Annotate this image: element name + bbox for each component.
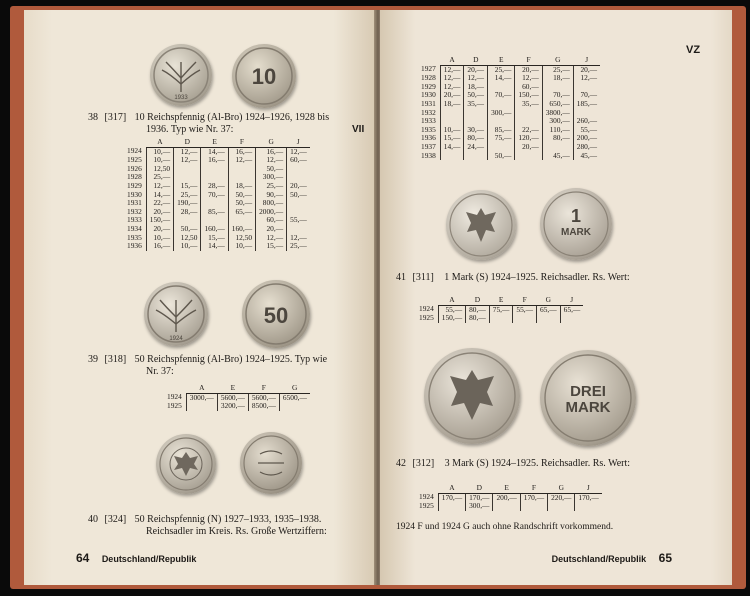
mint-mark-header: J: [560, 296, 583, 305]
coin-1mark-reverse: [540, 188, 612, 260]
value-cell: 14,—: [440, 143, 464, 152]
value-cell: [513, 314, 537, 323]
mint-mark-header: F: [520, 484, 547, 493]
value-cell: [174, 165, 201, 174]
value-cell: 20,—: [515, 143, 542, 152]
value-cell: 3200,—: [217, 402, 248, 411]
value-cell: 12,—: [515, 74, 542, 83]
value-cell: 20,—: [440, 91, 464, 100]
value-cell: 300,—: [488, 109, 515, 118]
value-cell: 60,—: [515, 83, 542, 92]
entry-number: 39: [88, 354, 98, 365]
value-cell: 80,—: [466, 314, 490, 323]
margin-mark: VII: [352, 124, 365, 135]
value-cell: [228, 165, 255, 174]
year-cell: 1925: [167, 401, 182, 411]
value-cell: 50,—: [464, 91, 488, 100]
year-cell: 1935: [127, 232, 142, 242]
mint-mark-header: F: [515, 56, 542, 65]
value-cell: 120,—: [515, 134, 542, 143]
value-cell: 20,—: [464, 65, 488, 74]
svg-text:1933: 1933: [174, 95, 188, 101]
entry-number: 40: [88, 514, 98, 525]
entry-text: 50 Reichspfennig (Al-Bro) 1924–1925. Typ wie: [134, 354, 328, 365]
value-cell: 55,—: [438, 305, 465, 314]
value-cell: 35,—: [464, 100, 488, 109]
value-cell: 14,—: [201, 147, 228, 156]
coin-10rpf-reverse: [232, 44, 296, 108]
entry-text: 1 Mark (S) 1924–1925. Reichsadler. Rs. Wert:: [444, 272, 630, 283]
value-cell: 50,—: [174, 225, 201, 234]
value-cell: 50,—: [488, 152, 515, 161]
value-drei-mark-icon: [540, 350, 636, 446]
value-cell: 12,—: [174, 147, 201, 156]
mint-mark-header: F: [228, 138, 255, 147]
value-cell: 35,—: [515, 100, 542, 109]
section-title: Deutschland/Republik: [551, 554, 647, 564]
value-cell: 12,—: [146, 182, 173, 191]
year-cell: 1937: [421, 141, 436, 151]
entry-number: 41: [396, 272, 406, 283]
mint-mark-header: J: [575, 484, 602, 493]
value-cell: 18,—: [542, 74, 573, 83]
value-cell: 20,—: [515, 65, 542, 74]
mint-mark-header: G: [537, 296, 561, 305]
value-cell: 55,—: [513, 305, 537, 314]
entry-41: [396, 272, 726, 284]
value-cell: 160,—: [201, 225, 228, 234]
value-cell: 5600,—: [217, 393, 248, 402]
left-page: [24, 10, 376, 585]
value-cell: [560, 314, 583, 323]
value-cell: 45,—: [573, 152, 600, 161]
value-cell: 85,—: [201, 208, 228, 217]
table-row: [124, 242, 310, 251]
eagle-icon: [424, 348, 520, 444]
corner-mark: VZ: [686, 44, 701, 56]
value-cell: 170,—: [438, 493, 465, 502]
mint-mark-header: E: [489, 296, 513, 305]
footnote: 1924 F und 1924 G auch ohne Randschrift vorkommend.: [396, 522, 614, 532]
value-cell: 15,—: [256, 242, 287, 251]
value-cell: [548, 502, 575, 511]
value-cell: 650,—: [542, 100, 573, 109]
mint-mark-header: D: [464, 56, 488, 65]
mint-mark-header: G: [548, 484, 575, 493]
svg-text:1: 1: [570, 206, 582, 226]
value-cell: 185,—: [573, 100, 600, 109]
coin-3mark-reverse: [540, 350, 636, 446]
value-cell: [515, 109, 542, 118]
year-cell: 1924: [419, 492, 434, 502]
table-row: [418, 109, 600, 118]
year-cell: 1930: [127, 189, 142, 199]
value-50-icon: [242, 280, 310, 348]
table-header-row: [164, 384, 310, 393]
year-cell: 1933: [127, 215, 142, 225]
value-cell: 45,—: [542, 152, 573, 161]
value-cell: 190,—: [174, 199, 201, 208]
entry-ref: [312]: [412, 458, 435, 469]
mint-mark-header: E: [201, 138, 228, 147]
value-cell: 24,—: [464, 143, 488, 152]
entry-38: [88, 112, 368, 136]
value-cell: 65,—: [537, 305, 561, 314]
value-cell: [287, 199, 310, 208]
value-cell: 280,—: [573, 143, 600, 152]
value-1-mark-icon: [540, 188, 612, 260]
value-cell: 12,50: [228, 234, 255, 243]
entry-ref: [324]: [104, 514, 127, 525]
value-cell: 28,—: [201, 182, 228, 191]
mint-mark-header: G: [279, 384, 310, 393]
value-cell: 12,—: [573, 74, 600, 83]
year-cell: 1935: [421, 124, 436, 134]
entry-text-cont: Nr. 37:: [146, 366, 174, 377]
value-cell: [438, 502, 465, 511]
table-row: [164, 402, 310, 411]
value-cell: [537, 314, 561, 323]
coin-50rpf-reverse: [242, 280, 310, 348]
right-page: [380, 10, 732, 585]
value-cell: 55,—: [573, 126, 600, 135]
mint-mark-header: D: [174, 138, 201, 147]
mint-mark-header: F: [513, 296, 537, 305]
value-cell: 15,—: [201, 234, 228, 243]
entry-number: 38: [88, 112, 98, 123]
mint-mark-header: E: [488, 56, 515, 65]
value-cell: [186, 402, 217, 411]
left-footer: [76, 549, 196, 567]
right-footer: [552, 549, 672, 567]
page-number: 65: [658, 551, 672, 565]
value-cell: 170,—: [466, 493, 493, 502]
value-cell: 16,—: [146, 242, 173, 251]
value-cell: 12,—: [440, 65, 464, 74]
year-cell: 1936: [127, 241, 142, 251]
svg-text:MARK: MARK: [565, 399, 611, 416]
eagle-icon: [156, 434, 216, 494]
value-table-38: [124, 138, 310, 251]
value-cell: 150,—: [515, 91, 542, 100]
value-cell: 18,—: [228, 182, 255, 191]
value-cell: 85,—: [488, 126, 515, 135]
year-cell: 1928: [127, 172, 142, 182]
value-cell: 220,—: [548, 493, 575, 502]
value-cell: [493, 502, 520, 511]
value-cell: 150,—: [438, 314, 465, 323]
value-cell: 12,—: [256, 234, 287, 243]
entry-text-cont: 1936. Typ wie Nr. 37:: [146, 124, 234, 135]
table-header-row: [418, 56, 600, 65]
value-cell: 20,—: [573, 65, 600, 74]
value-cell: 25,—: [488, 65, 515, 74]
mint-mark-header: G: [256, 138, 287, 147]
value-cell: 14,—: [488, 74, 515, 83]
mint-mark-header: F: [248, 384, 279, 393]
open-book: [10, 6, 746, 589]
value-cell: [287, 165, 310, 174]
coin-50rpf-obverse: [144, 282, 208, 346]
entry-40: [88, 514, 368, 538]
value-50-icon: [240, 432, 302, 494]
value-cell: 10,—: [146, 234, 173, 243]
value-cell: 12,—: [256, 156, 287, 165]
value-table-42: [416, 484, 602, 511]
value-cell: 10,—: [174, 242, 201, 251]
value-cell: 300,—: [256, 173, 287, 182]
year-cell: 1932: [127, 206, 142, 216]
table-header-row: [416, 484, 602, 493]
entry-text: 10 Reichspfennig (Al-Bro) 1924–1926, 1928 bis: [134, 112, 330, 123]
section-title: Deutschland/Republik: [101, 554, 197, 564]
value-cell: 20,—: [146, 225, 173, 234]
value-cell: 65,—: [228, 208, 255, 217]
mint-mark-header: A: [440, 56, 464, 65]
table-row: [418, 152, 600, 161]
entry-39: [88, 354, 368, 378]
year-cell: 1930: [421, 90, 436, 100]
table-header-row: [416, 296, 583, 305]
value-cell: 16,—: [228, 147, 255, 156]
value-10-icon: [232, 44, 296, 108]
value-cell: 20,—: [256, 225, 287, 234]
year-cell: 1929: [127, 180, 142, 190]
wheat-sheaf-icon: [144, 282, 208, 346]
value-cell: 80,—: [542, 134, 573, 143]
value-cell: 170,—: [520, 493, 547, 502]
mint-mark-header: A: [438, 296, 465, 305]
entry-text-cont: Reichsadler im Kreis. Rs. Große Wertziffern:: [146, 526, 327, 537]
value-cell: 16,—: [201, 156, 228, 165]
value-cell: 5600,—: [248, 393, 279, 402]
value-cell: 25,—: [542, 65, 573, 74]
value-cell: 6500,—: [279, 393, 310, 402]
value-cell: 12,—: [287, 234, 310, 243]
entry-ref: [317]: [104, 112, 127, 123]
year-cell: 1933: [421, 116, 436, 126]
value-table-41: [416, 296, 583, 323]
table-header-row: [124, 138, 310, 147]
value-table-39: [164, 384, 310, 411]
year-cell: 1931: [421, 98, 436, 108]
mint-mark-header: A: [146, 138, 173, 147]
value-cell: 12,—: [228, 156, 255, 165]
table-row: [416, 502, 602, 511]
year-cell: 1936: [421, 133, 436, 143]
entry-number: 42: [396, 458, 406, 469]
value-cell: [440, 109, 464, 118]
value-cell: 2000,—: [256, 208, 287, 217]
value-cell: 90,—: [256, 191, 287, 200]
value-cell: 18,—: [440, 100, 464, 109]
year-cell: 1924: [127, 146, 142, 156]
value-cell: 12,—: [174, 156, 201, 165]
value-cell: 50,—: [228, 199, 255, 208]
value-cell: 28,—: [174, 208, 201, 217]
wheat-sheaf-icon: [150, 44, 212, 106]
entry-42: [396, 458, 726, 470]
value-cell: 50,—: [228, 191, 255, 200]
mint-mark-header: E: [493, 484, 520, 493]
value-cell: 12,50: [146, 165, 173, 174]
value-cell: 70,—: [201, 191, 228, 200]
value-cell: 70,—: [573, 91, 600, 100]
value-cell: 15,—: [440, 134, 464, 143]
year-cell: 1924: [167, 392, 182, 402]
coin-50rpf-n-reverse: [240, 432, 302, 494]
year-cell: 1927: [421, 64, 436, 74]
value-cell: 170,—: [575, 493, 602, 502]
year-cell: 1931: [127, 198, 142, 208]
value-cell: [489, 314, 513, 323]
coin-50rpf-n-obverse: [156, 434, 216, 494]
value-cell: [575, 502, 602, 511]
value-cell: 65,—: [560, 305, 583, 314]
value-cell: 22,—: [146, 199, 173, 208]
year-cell: 1929: [421, 81, 436, 91]
value-cell: 14,—: [201, 242, 228, 251]
mint-mark-header: D: [466, 296, 490, 305]
value-cell: 160,—: [228, 225, 255, 234]
mint-mark-header: J: [287, 138, 310, 147]
mint-mark-header: A: [186, 384, 217, 393]
value-cell: 25,—: [146, 173, 173, 182]
value-cell: 70,—: [542, 91, 573, 100]
value-cell: 800,—: [256, 199, 287, 208]
value-cell: 60,—: [287, 156, 310, 165]
value-cell: 60,—: [256, 216, 287, 225]
value-cell: 12,50: [174, 234, 201, 243]
entry-ref: [318]: [104, 354, 127, 365]
entry-ref: [311]: [412, 272, 434, 283]
value-cell: 20,—: [146, 208, 173, 217]
value-cell: 10,—: [146, 147, 173, 156]
svg-text:1924: 1924: [169, 336, 183, 342]
value-cell: 300,—: [542, 117, 573, 126]
value-cell: [464, 109, 488, 118]
value-cell: 12,—: [287, 147, 310, 156]
value-cell: 110,—: [542, 126, 573, 135]
value-cell: 22,—: [515, 126, 542, 135]
mint-mark-header: G: [542, 56, 573, 65]
value-table-40: [418, 56, 600, 160]
value-cell: 300,—: [466, 502, 493, 511]
value-cell: 30,—: [464, 126, 488, 135]
value-cell: 80,—: [466, 305, 490, 314]
year-cell: 1928: [421, 73, 436, 83]
value-cell: 80,—: [464, 134, 488, 143]
coin-1mark-obverse: [446, 190, 516, 260]
value-cell: 75,—: [488, 134, 515, 143]
value-cell: [201, 165, 228, 174]
value-cell: [515, 152, 542, 161]
value-cell: 260,—: [573, 117, 600, 126]
value-cell: [279, 402, 310, 411]
year-cell: 1932: [421, 107, 436, 117]
value-cell: 10,—: [228, 242, 255, 251]
year-cell: 1925: [419, 501, 434, 511]
svg-text:MARK: MARK: [561, 227, 591, 238]
entry-text: 50 Reichspfennig (N) 1927–1933, 1935–1938.: [134, 514, 322, 525]
value-cell: 16,—: [256, 147, 287, 156]
value-cell: 12,—: [440, 74, 464, 83]
value-cell: [440, 152, 464, 161]
year-cell: 1934: [127, 223, 142, 233]
value-cell: 50,—: [287, 191, 310, 200]
value-cell: 12,—: [440, 83, 464, 92]
value-cell: 10,—: [146, 156, 173, 165]
value-cell: [520, 502, 547, 511]
value-cell: 12,—: [464, 74, 488, 83]
year-cell: 1925: [127, 155, 142, 165]
table-row: [416, 493, 602, 502]
value-cell: 14,—: [146, 191, 173, 200]
value-cell: 75,—: [489, 305, 513, 314]
year-cell: 1925: [419, 313, 434, 323]
value-cell: 20,—: [287, 182, 310, 191]
mint-mark-header: J: [573, 56, 600, 65]
year-cell: 1926: [127, 163, 142, 173]
entry-text: 3 Mark (S) 1924–1925. Reichsadler. Rs. Wert:: [444, 458, 631, 469]
year-cell: 1924: [419, 304, 434, 314]
value-cell: 150,—: [146, 216, 173, 225]
value-cell: 200,—: [573, 134, 600, 143]
value-cell: 25,—: [256, 182, 287, 191]
value-cell: 18,—: [464, 83, 488, 92]
value-cell: 3000,—: [186, 393, 217, 402]
eagle-icon: [446, 190, 516, 260]
value-cell: 10,—: [440, 126, 464, 135]
value-cell: 25,—: [287, 242, 310, 251]
mint-mark-header: D: [466, 484, 493, 493]
svg-text:50: 50: [263, 303, 289, 328]
svg-text:DREI: DREI: [570, 383, 606, 400]
value-cell: 3800,—: [542, 109, 573, 118]
value-cell: 55,—: [287, 216, 310, 225]
value-cell: [464, 152, 488, 161]
table-row: [416, 314, 583, 323]
value-cell: 200,—: [493, 493, 520, 502]
year-cell: 1938: [421, 150, 436, 160]
coin-10rpf-obverse: [150, 44, 212, 106]
mint-mark-header: A: [438, 484, 465, 493]
value-cell: 50,—: [256, 165, 287, 174]
value-cell: 25,—: [174, 191, 201, 200]
svg-text:10: 10: [251, 64, 277, 89]
value-cell: 8500,—: [248, 402, 279, 411]
coin-3mark-obverse: [424, 348, 520, 444]
value-cell: 15,—: [174, 182, 201, 191]
value-cell: 70,—: [488, 91, 515, 100]
page-number: 64: [76, 551, 90, 565]
mint-mark-header: E: [217, 384, 248, 393]
